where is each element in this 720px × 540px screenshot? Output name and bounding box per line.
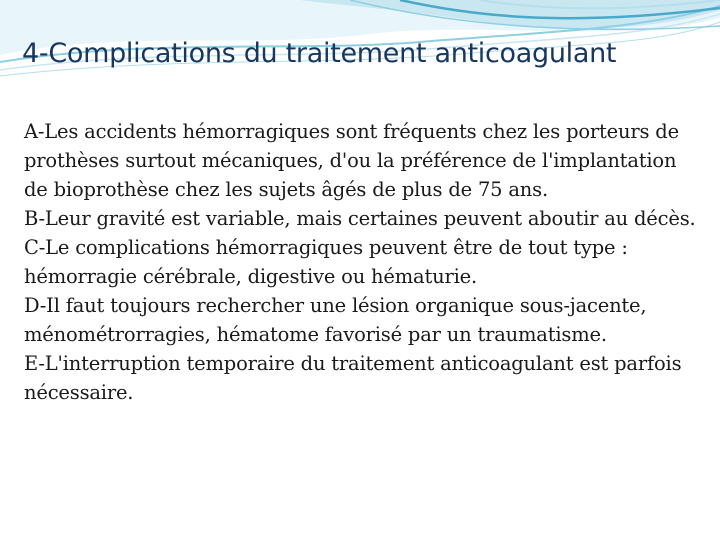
slide-title: 4-Complications du traitement anticoagulant [22,38,617,69]
paragraph-e: E-L'interruption temporaire du traitement anticoagulant est parfois nécessaire. [24,352,682,404]
paragraph-c: C-Le complications hémorragiques peuvent être de tout type : hémorragie cérébrale, digestive ou hématurie. [24,236,628,288]
paragraph-a: A-Les accidents hémorragiques sont fréquents chez les porteurs de prothèses surtout mécaniques, d'ou la préférence de l'implantation de bioprothèse chez les sujets âgés de plus de 75 ans. [24,120,679,201]
paragraph-d: D-Il faut toujours rechercher une lésion organique sous-jacente, ménométrorragies, hématome favorisé par un traumatisme. [24,294,647,346]
paragraph-b: B-Leur gravité est variable, mais certaines peuvent aboutir au décès. [24,207,696,230]
slide-body [24,117,704,407]
